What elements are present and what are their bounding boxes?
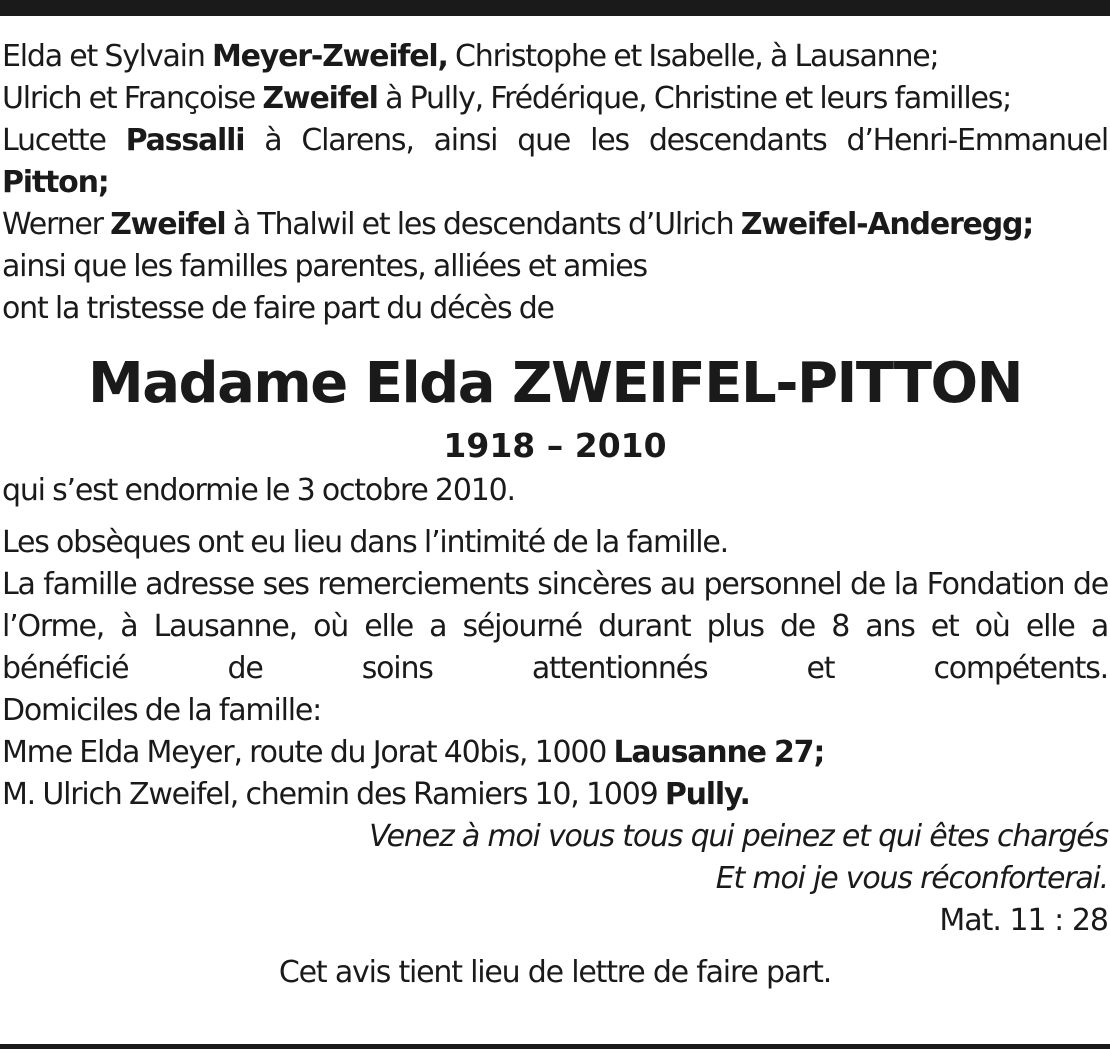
verse-line-2: Et moi je vous réconforterai.	[715, 861, 1108, 896]
thanks-paragraph: La famille adresse ses remerciements sincères au personnel de la Fondation de l’Orme, à Lausanne, où elle a séjourné durant plus de 8 ans et où elle a bénéficié de soins attentionnés et compétents.	[2, 567, 1108, 686]
deceased-name: Madame Elda ZWEIFEL-PITTON	[88, 351, 1022, 416]
death-line: qui s’est endormie le 3 octobre 2010.	[2, 473, 515, 508]
bottom-border	[0, 1044, 1110, 1049]
deceased-years: 1918 – 2010	[443, 426, 667, 465]
footer-note: Cet avis tient lieu de lettre de faire part.	[278, 955, 832, 990]
family-line-5: ainsi que les familles parentes, alliées et amies	[2, 249, 647, 284]
address-1: Mme Elda Meyer, route du Jorat 40bis, 1000 Lausanne 27;	[2, 735, 825, 770]
top-border	[0, 0, 1110, 16]
address-2: M. Ulrich Zweifel, chemin des Ramiers 10, 1009 Pully.	[2, 777, 750, 812]
verse-line-1: Venez à moi vous tous qui peinez et qui êtes chargés	[369, 819, 1108, 854]
family-line-4: Werner Zweifel à Thalwil et les descendants d’Ulrich Zweifel-Anderegg;	[2, 207, 1034, 242]
family-line-3: Lucette Passalli à Clarens, ainsi que les descendants d’Henri-Emmanuel Pitton;	[2, 123, 1108, 200]
family-line-2: Ulrich et Françoise Zweifel à Pully, Frédérique, Christine et leurs familles;	[2, 81, 1012, 116]
family-line-6: ont la tristesse de faire part du décès de	[2, 291, 554, 326]
domiciles-heading: Domiciles de la famille:	[2, 693, 322, 728]
family-line-1: Elda et Sylvain Meyer-Zweifel, Christophe et Isabelle, à Lausanne;	[2, 39, 939, 74]
verse-reference: Mat. 11 : 28	[939, 903, 1108, 938]
obituary-notice	[2, 36, 1108, 994]
funeral-line: Les obsèques ont eu lieu dans l’intimité de la famille.	[2, 525, 729, 560]
